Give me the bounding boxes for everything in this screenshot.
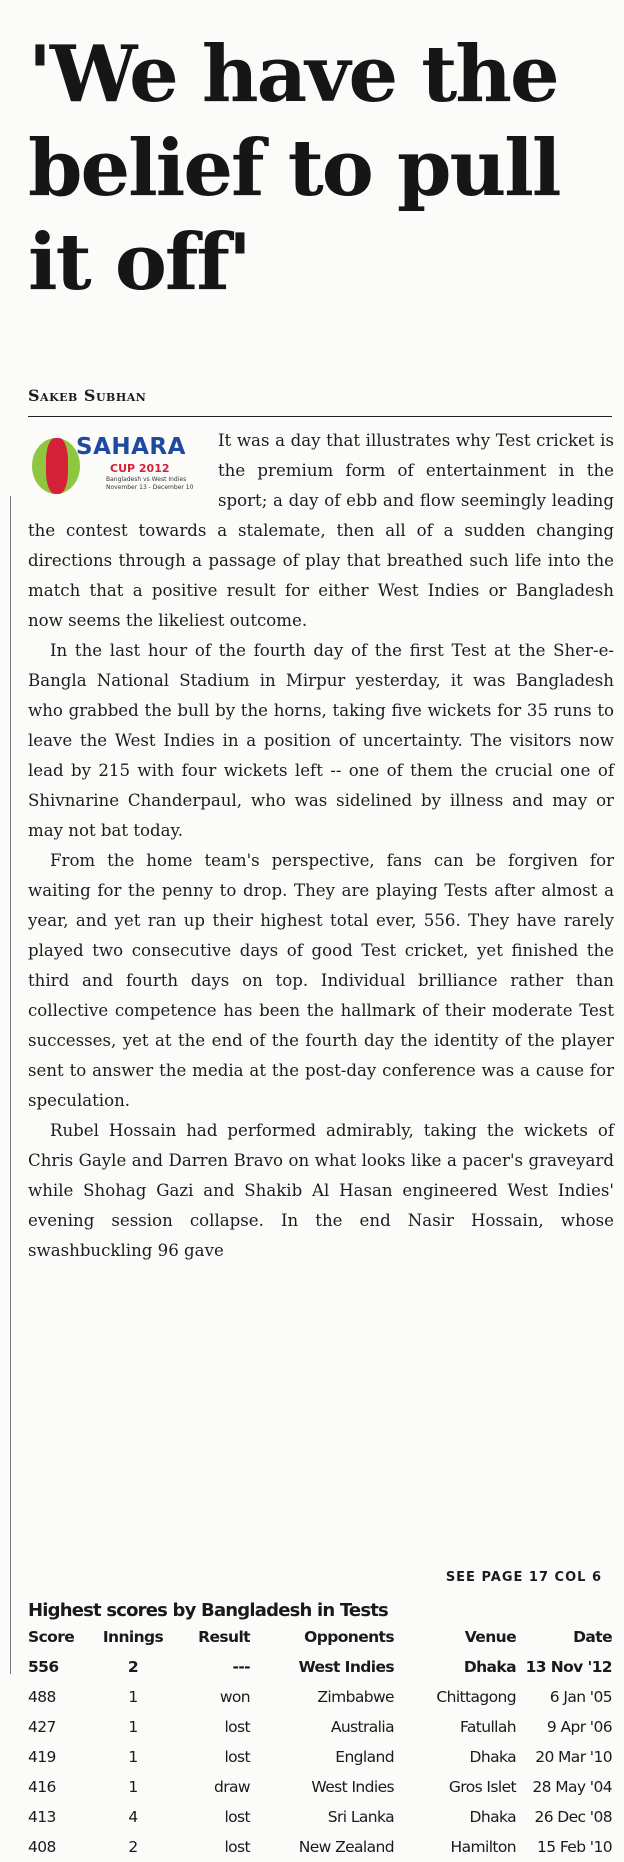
cell-venue: Dhaka — [469, 1748, 516, 1766]
cell-venue: Dhaka — [463, 1658, 516, 1676]
cell-result: lost — [224, 1748, 250, 1766]
header-result: Result — [198, 1628, 250, 1646]
cell-opponents: West Indies — [298, 1658, 394, 1676]
table-row — [26, 1742, 614, 1772]
cell-venue: Hamilton — [450, 1838, 516, 1856]
cell-result: --- — [232, 1658, 250, 1676]
header-opponents: Opponents — [304, 1628, 394, 1646]
cell-score: 413 — [28, 1808, 56, 1826]
cell-opponents: Zimbabwe — [317, 1688, 394, 1706]
logo-cup-year: CUP 2012 — [110, 462, 170, 475]
cell-result: won — [219, 1688, 250, 1706]
cell-result: lost — [224, 1808, 250, 1826]
cell-score: 488 — [28, 1688, 56, 1706]
column-divider — [10, 496, 11, 1674]
byline: Sakeb Subhan — [28, 386, 147, 405]
logo-wordmark: SAHARA — [76, 434, 186, 460]
cell-date: 9 Apr '06 — [546, 1718, 612, 1736]
cell-opponents: Australia — [330, 1718, 394, 1736]
logo-spacer — [28, 426, 218, 516]
cell-innings: 4 — [128, 1808, 138, 1826]
article-body — [28, 426, 614, 1266]
cell-score: 408 — [28, 1838, 56, 1856]
cell-date: 20 Mar '10 — [535, 1748, 612, 1766]
cell-opponents: Sri Lanka — [327, 1808, 394, 1826]
scores-table — [26, 1622, 614, 1862]
table-row — [26, 1682, 614, 1712]
cell-opponents: New Zealand — [298, 1838, 394, 1856]
header-venue: Venue — [464, 1628, 516, 1646]
cell-score: 556 — [28, 1658, 59, 1676]
cell-date: 26 Dec '08 — [534, 1808, 612, 1826]
cell-opponents: West Indies — [311, 1778, 394, 1796]
headline: 'We have the belief to pull it off' — [28, 29, 560, 308]
logo-subline: Bangladesh vs West Indies November 13 - December 10 — [106, 476, 194, 491]
cell-score: 416 — [28, 1778, 56, 1796]
paragraph: In the last hour of the fourth day of the first Test at the Sher-e-Bangla National Stadium in Mirpur yesterday, it was Bangladesh who grabbed the bull by the horns, taking five wickets for 35 runs to leave the West Indies in a position of uncertainty. The visitors now lead by 215 with four wickets left -- one of them the crucial one of Shivnarine Chanderpaul, who was sidelined by illness and may or may not bat today. — [28, 641, 614, 840]
paragraph: From the home team's perspective, fans can be forgiven for waiting for the penny to drop. They are playing Tests after almost a year, and yet ran up their highest total ever, 556. They have rarely played two consecutive days of good Test cricket, yet finished the third and fourth days on top. Individual brilliance rather than collective competence has been the hallmark of their moderate Test successes, yet at the end of the fourth day the identity of the player sent to answer the media at the post-day conference was a cause for speculation. — [28, 851, 614, 1110]
cell-result: lost — [224, 1838, 250, 1856]
table-row — [26, 1772, 614, 1802]
table-row — [26, 1712, 614, 1742]
cell-date: 13 Nov '12 — [525, 1658, 612, 1676]
cell-opponents: England — [335, 1748, 394, 1766]
table-title: Highest scores by Bangladesh in Tests — [28, 1600, 388, 1621]
cell-venue: Gros Islet — [448, 1778, 516, 1796]
header-innings: Innings — [102, 1628, 164, 1646]
cell-venue: Dhaka — [469, 1808, 516, 1826]
cell-innings: 2 — [127, 1658, 139, 1676]
cell-innings: 1 — [128, 1748, 138, 1766]
cell-date: 6 Jan '05 — [549, 1688, 612, 1706]
continuation-jump: SEE PAGE 17 COL 6 — [445, 1570, 602, 1585]
cell-venue: Fatullah — [459, 1718, 516, 1736]
table-row — [26, 1802, 614, 1832]
cell-result: lost — [224, 1718, 250, 1736]
header-date: Date — [573, 1628, 612, 1646]
header-score: Score — [28, 1628, 75, 1646]
table-header-row — [26, 1622, 614, 1652]
cell-venue: Chittagong — [436, 1688, 516, 1706]
cell-innings: 1 — [128, 1778, 138, 1796]
cell-date: 15 Feb '10 — [536, 1838, 612, 1856]
cell-score: 427 — [28, 1718, 56, 1736]
cell-innings: 1 — [128, 1718, 138, 1736]
cell-innings: 1 — [128, 1688, 138, 1706]
cell-date: 28 May '04 — [532, 1778, 612, 1796]
cell-innings: 2 — [128, 1838, 138, 1856]
cell-score: 419 — [28, 1748, 56, 1766]
paragraph: It was a day that illustrates why Test cricket is the premium form of entertainment in the sport; a day of ebb and flow seemingly leading the contest towards a stalemate, then all of a sudden changing directions through a passage of play that breathed such life into the match that a positive result for either West Indies or Bangladesh now seems the likeliest outcome. — [28, 431, 614, 630]
table-row — [26, 1652, 614, 1682]
paragraph: Rubel Hossain had performed admirably, taking the wickets of Chris Gayle and Darren Bravo on what looks like a pacer's graveyard while Shohag Gazi and Shakib Al Hasan engineered West Indies' evening session collapse. In the end Nasir Hossain, whose swashbuckling 96 gave — [28, 1121, 614, 1260]
cell-result: draw — [214, 1778, 250, 1796]
byline-rule — [28, 416, 612, 417]
table-row — [26, 1832, 614, 1862]
